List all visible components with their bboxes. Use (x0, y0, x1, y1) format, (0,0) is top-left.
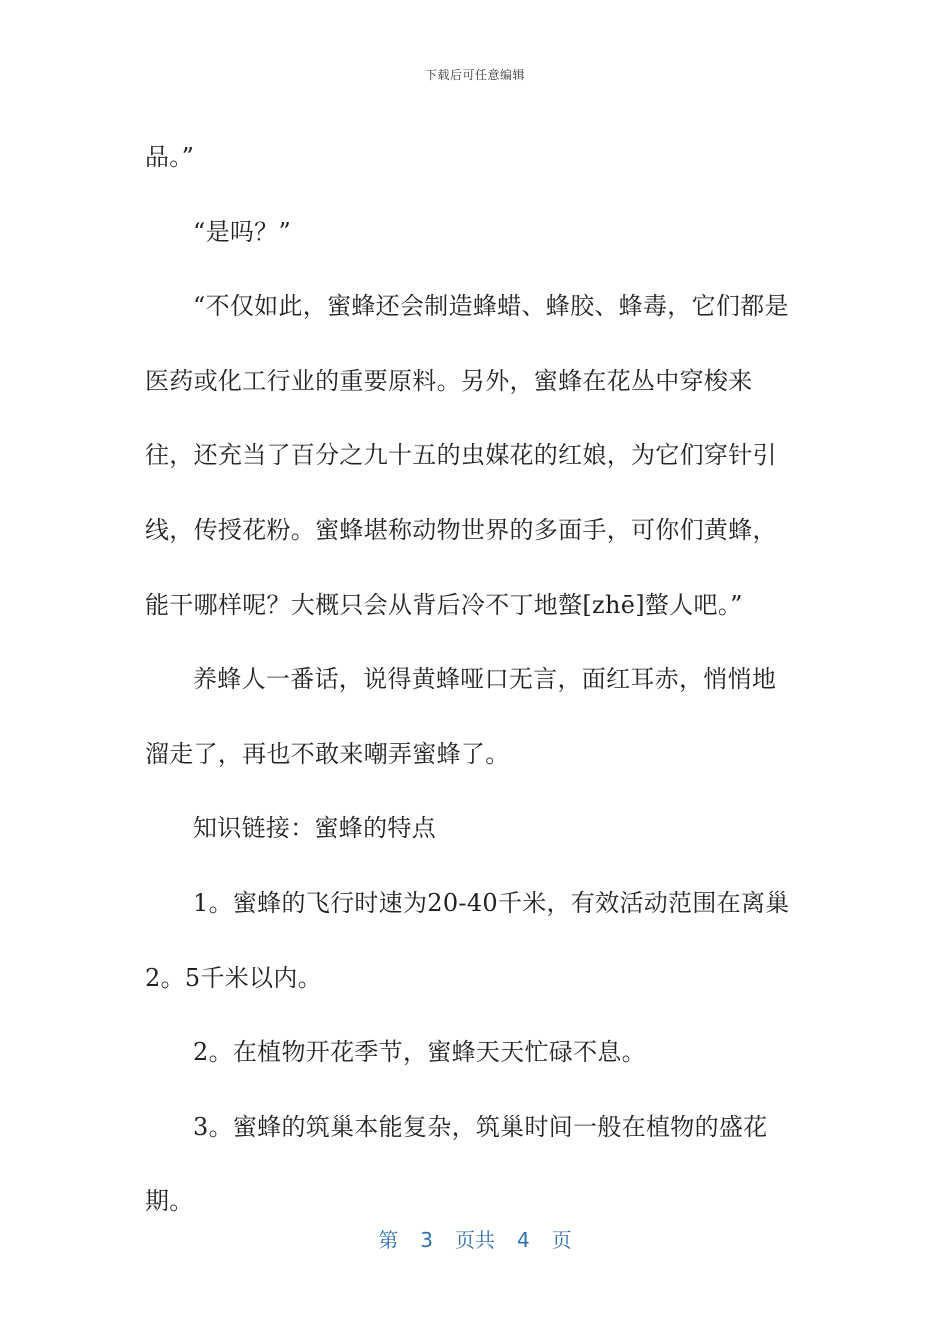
page-footer (0, 1224, 950, 1253)
footer-total-pages: 4 (517, 1228, 530, 1252)
footer-suffix: 页 (551, 1228, 572, 1252)
paragraph-2: “是吗？” (193, 217, 292, 246)
paragraph-4: 养蜂人一番话，说得黄蜂哑口无言，面红耳赤，悄悄地溜走了，再也不敢来嘲弄蜜蜂了。 (145, 665, 777, 768)
footer-page-number: 3 (420, 1228, 433, 1252)
list-item-3: 3。蜜蜂的筑巢本能复杂，筑巢时间一般在植物的盛花期。 (145, 1112, 768, 1216)
paragraph-3: “不仅如此，蜜蜂还会制造蜂蜡、蜂胶、蜂毒，它们都是医药或化工行业的重要原料。另外，蜜蜂在花丛中穿梭来往，还充当了百分之九十五的虫媒花的红娘，为它们穿针引线，传授花粉。蜜蜂堪称动物世界的多面手，可你们黄蜂，能干哪样呢？大概只会从背后冷不丁地螫[zhē]螫人吧。” (145, 292, 789, 619)
footer-middle: 页共 (455, 1228, 495, 1252)
list-item-2: 2。在植物开花季节，蜜蜂天天忙碌不息。 (193, 1038, 646, 1067)
page-header: 下载后可任意编辑 (424, 68, 525, 82)
paragraph-1: 品。” (145, 143, 195, 171)
knowledge-link-heading: 知识链接：蜜蜂的特点 (193, 814, 436, 843)
footer-prefix: 第 (378, 1228, 399, 1252)
list-item-1: 1。蜜蜂的飞行时速为20-40千米，有效活动范围在离巢2。5千米以内。 (145, 888, 790, 992)
document-body (145, 120, 795, 1239)
